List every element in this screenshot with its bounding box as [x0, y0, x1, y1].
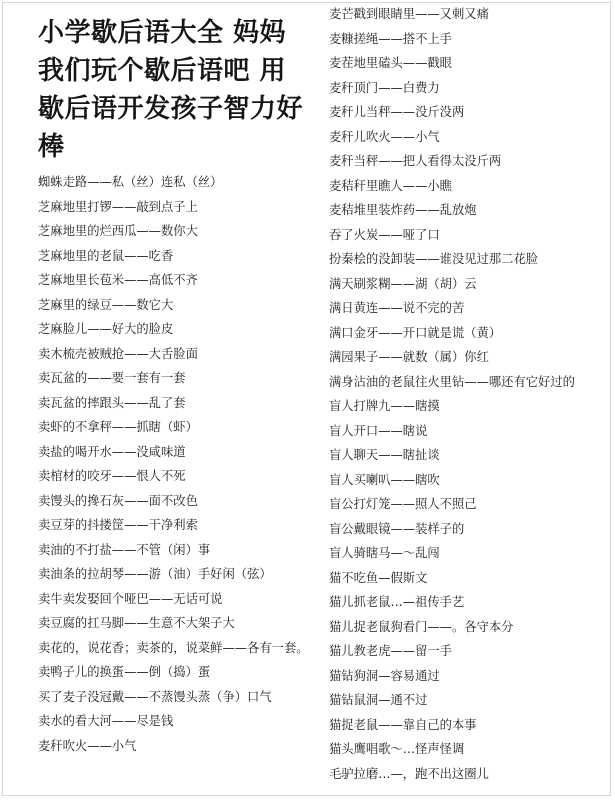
- left-column-line: 芝麻里的绿豆——数它大: [38, 297, 174, 312]
- left-column-line: 芝麻地里的老鼠——吃香: [38, 248, 174, 263]
- right-column-line: 麦秆当秤——把人看得太没斤两: [329, 154, 502, 168]
- right-column-line: 吞了火炭——哑了口: [329, 227, 440, 242]
- left-column-line: 芝麻地里打锣——敲到点子上: [38, 199, 198, 214]
- left-column-line: 蜘蛛走路——私（丝）连私（丝）: [38, 175, 223, 189]
- right-column-line: 毛驴拉磨…—，跑不出这圈儿: [329, 766, 489, 781]
- right-column-line: 盲公打灯笼——照人不照己: [329, 497, 477, 511]
- right-column: [329, 0, 609, 786]
- right-column-line: 满天刷浆糊——湖（胡）云: [329, 276, 477, 291]
- left-column: [38, 0, 313, 758]
- right-column-line: 麦秸堆里装炸药——乱放炮: [329, 203, 477, 217]
- left-column-line: 卖油的不打盐——不管（闲）事: [38, 542, 211, 557]
- right-column-line: 猫儿抓老鼠…—祖传手艺: [329, 595, 465, 609]
- right-column-line: 猫儿教老虎——留一手: [329, 644, 452, 658]
- right-column-line: 盲公戴眼镜——装样子的: [329, 521, 465, 536]
- left-column-line: 卖花的，说花香；卖茶的，说菜鲜——各有一套。: [38, 640, 309, 655]
- right-column-line: 麦秆儿当秤——没斤没两: [329, 105, 465, 119]
- right-column-line: 满口金牙——开口就是谎（黄）: [329, 325, 502, 340]
- left-column-line: 芝麻地里长苞米——高低不齐: [38, 273, 198, 287]
- right-column-line: 盲人买喇叭——瞎吹: [329, 472, 440, 487]
- right-column-line: 盲人骑瞎马—～乱闯: [329, 546, 440, 560]
- right-column-line: 猫钻鼠洞—通不过: [329, 693, 428, 707]
- left-column-line: 卖瓦盆的摔跟头——乱了套: [38, 395, 186, 410]
- right-column-line: 麦芒戳到眼睛里——又刺又痛: [329, 7, 489, 21]
- right-column-line: 麦茬地里磕头——戳眼: [329, 56, 452, 70]
- left-column-line: 卖馒头的搀石灰——面不改色: [38, 493, 198, 508]
- right-column-line: 盲人打牌九——瞎摸: [329, 399, 440, 413]
- right-column-line: 满日黄连——说不完的苦: [329, 301, 465, 315]
- right-column-line: 盲人聊天——瞎扯谈: [329, 448, 440, 462]
- right-column-line: 麦秆顶门——白费力: [329, 80, 440, 95]
- right-column-line: 麦秸秆里瞧人——小瞧: [329, 178, 452, 193]
- left-column-line: 卖木梳壳被贼抢——大舌脸面: [38, 346, 198, 361]
- right-column-line: 盲人开口——瞎说: [329, 423, 428, 438]
- left-column-line: 卖豆芽的抖搂筐——干净利索: [38, 518, 198, 532]
- left-column-line: 卖盐的喝开水——没咸味道: [38, 444, 186, 459]
- right-column-line: 麦糠搓绳——搭不上手: [329, 31, 452, 46]
- left-column-line: 卖鸭子儿的换蛋——倒（捣）蛋: [38, 665, 211, 679]
- left-column-line: 芝麻脸儿——好大的脸皮: [38, 322, 174, 336]
- right-column-line: 猫不吃鱼—假斯文: [329, 570, 428, 585]
- left-column-line: 麦秆吹火——小气: [38, 738, 137, 753]
- right-column-line: 猫捉老鼠——靠自己的本事: [329, 717, 477, 732]
- left-column-line: 卖油条的拉胡琴——游（油）手好闲（弦）: [38, 567, 272, 581]
- document-title: 小学歇后语大全 妈妈我们玩个歇后语吧 用歇后语开发孩子智力好棒: [38, 18, 304, 162]
- left-column-line: 卖牛卖发娶回个哑巴——无话可说: [38, 591, 223, 606]
- left-column-line: 卖棺材的咬牙——恨人不死: [38, 469, 186, 483]
- right-column-line: 满园果子——就数（属）你红: [329, 350, 489, 364]
- right-column-line: 满身沾油的老鼠往火里钻——哪还有它好过的: [329, 374, 575, 389]
- right-column-line: 扮秦桧的没卸装——谁没见过那二花脸: [329, 252, 539, 266]
- left-column-line: 芝麻地里的烂西瓜——数你大: [38, 224, 198, 238]
- right-column-line: 猫儿捉老鼠狗看门——。各守本分: [329, 619, 514, 634]
- right-column-line: 猫钻狗洞—容易通过: [329, 668, 440, 683]
- left-column-line: 卖豆腐的扛马脚——生意不大架子大: [38, 616, 235, 630]
- left-column-line: 卖瓦盆的——要一套有一套: [38, 371, 186, 385]
- left-column-line: 卖虾的不拿秤——抓瞎（虾）: [38, 420, 198, 434]
- right-list: [329, 2, 609, 786]
- left-list: [38, 170, 313, 758]
- right-column-line: 麦秆儿吹火——小气: [329, 129, 440, 144]
- left-column-line: 买了麦子没冠戴——不蒸馒头蒸（争）口气: [38, 689, 272, 704]
- right-column-line: 猫头鹰唱歌～…怪声怪调: [329, 742, 465, 756]
- left-column-line: 卖水的看大河——尽是钱: [38, 714, 174, 728]
